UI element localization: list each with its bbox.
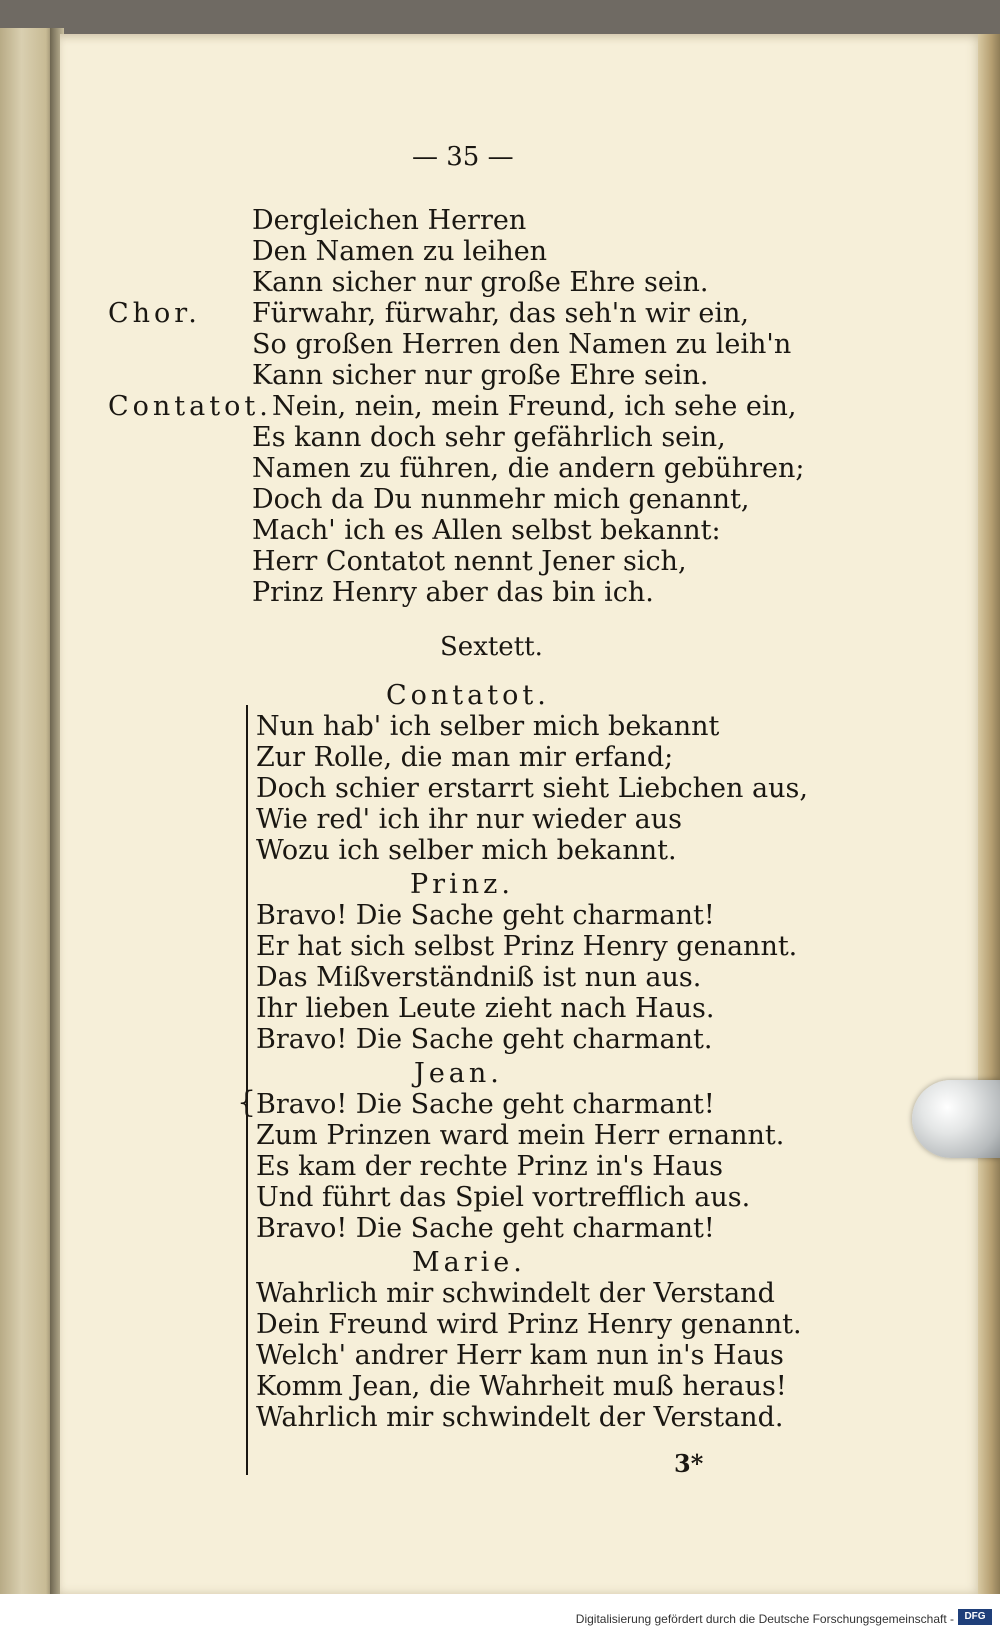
verse-line: Wozu ich selber mich bekannt. xyxy=(256,835,677,866)
verse-line: Namen zu führen, die andern gebühren; xyxy=(252,453,805,484)
verse-line: So großen Herren den Namen zu leih'n xyxy=(252,329,792,360)
speaker-label: Contatot. xyxy=(108,391,272,422)
role-heading: Contatot. xyxy=(386,680,550,711)
verse-line: Kann sicher nur große Ehre sein. xyxy=(252,360,709,391)
verse-line: Das Mißverständniß ist nun aus. xyxy=(256,962,702,993)
verse-line: Bravo! Die Sache geht charmant! xyxy=(256,900,715,931)
verse-line: Mach' ich es Allen selbst bekannt: xyxy=(252,515,721,546)
left-page-edge xyxy=(0,28,54,1628)
sextett-brace-tip: { xyxy=(237,1085,257,1120)
section-title: Sextett. xyxy=(440,632,543,662)
verse-line: Dergleichen Herren xyxy=(252,205,527,236)
signature-mark: 3* xyxy=(674,1449,704,1478)
verse-line: Welch' andrer Herr kam nun in's Haus xyxy=(256,1340,784,1371)
verse-line: Nein, nein, mein Freund, ich sehe ein, xyxy=(272,391,797,422)
scan-background-top xyxy=(0,0,1000,34)
page-clip xyxy=(912,1080,1000,1158)
page-number: — 35 — xyxy=(412,142,514,172)
verse-line: Prinz Henry aber das bin ich. xyxy=(252,577,654,608)
verse-line: Bravo! Die Sache geht charmant. xyxy=(256,1024,713,1055)
verse-line: Wahrlich mir schwindelt der Verstand xyxy=(256,1278,775,1309)
verse-line: Wahrlich mir schwindelt der Verstand. xyxy=(256,1402,784,1433)
verse-line: Fürwahr, fürwahr, das seh'n wir ein, xyxy=(252,298,749,329)
verse-line: Es kann doch sehr gefährlich sein, xyxy=(252,422,726,453)
dfg-logo: DFG xyxy=(958,1609,992,1625)
role-heading: Jean. xyxy=(414,1058,503,1089)
verse-line: Es kam der rechte Prinz in's Haus xyxy=(256,1151,724,1182)
verse-line: Doch da Du nunmehr mich genannt, xyxy=(252,484,750,515)
verse-line: Nun hab' ich selber mich bekannt xyxy=(256,711,720,742)
role-heading: Prinz. xyxy=(410,869,514,900)
verse-line: Wie red' ich ihr nur wieder aus xyxy=(256,804,682,835)
right-page-edge xyxy=(978,34,1000,1594)
verse-line: Bravo! Die Sache geht charmant! xyxy=(256,1213,715,1244)
verse-line: Herr Contatot nennt Jener sich, xyxy=(252,546,687,577)
speaker-label: Chor. xyxy=(108,298,201,329)
digitization-credit: Digitalisierung gefördert durch die Deutsche Forschungsgemeinschaft - xyxy=(575,1612,954,1626)
verse-line: Kann sicher nur große Ehre sein. xyxy=(252,267,709,298)
verse-line: Ihr lieben Leute zieht nach Haus. xyxy=(256,993,715,1024)
verse-line: Komm Jean, die Wahrheit muß heraus! xyxy=(256,1371,787,1402)
verse-line: Er hat sich selbst Prinz Henry genannt. xyxy=(256,931,798,962)
verse-line: Zur Rolle, die man mir erfand; xyxy=(256,742,674,773)
verse-line: Dein Freund wird Prinz Henry genannt. xyxy=(256,1309,802,1340)
role-heading: Marie. xyxy=(412,1247,526,1278)
verse-line: Doch schier erstarrt sieht Liebchen aus, xyxy=(256,773,808,804)
verse-line: Den Namen zu leihen xyxy=(252,236,548,267)
verse-line: Bravo! Die Sache geht charmant! xyxy=(256,1089,715,1120)
verse-line: Und führt das Spiel vortrefflich aus. xyxy=(256,1182,751,1213)
verse-line: Zum Prinzen ward mein Herr ernannt. xyxy=(256,1120,785,1151)
